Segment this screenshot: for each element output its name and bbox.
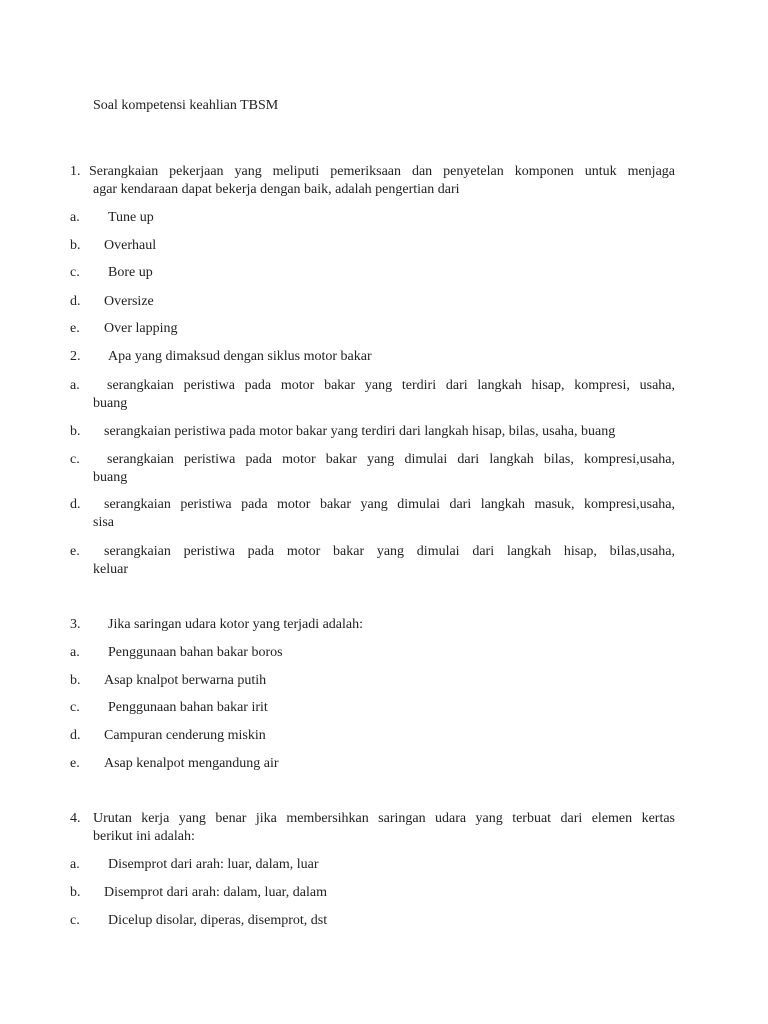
q2-option-b-marker: b. <box>70 424 81 439</box>
q1-option-a-text: Tune up <box>108 210 154 225</box>
q2-option-e-line2: keluar <box>93 562 128 577</box>
q1-option-d-marker: d. <box>70 294 81 309</box>
question-3-text: Jika saringan udara kotor yang terjadi adalah: <box>108 617 364 632</box>
q4-option-a-text: Disemprot dari arah: luar, dalam, luar <box>108 857 319 872</box>
question-2-text: Apa yang dimaksud dengan siklus motor bakar <box>108 349 372 364</box>
q3-option-a-marker: a. <box>70 645 80 660</box>
q2-option-a-line1: serangkaian peristiwa pada motor bakar yang terdiri dari langkah hisap, kompresi, usaha, <box>107 378 675 393</box>
q2-option-c-line1: serangkaian peristiwa pada motor bakar yang dimulai dari langkah bilas, kompresi,usaha, <box>107 452 675 467</box>
q2-option-d-line1: serangkaian peristiwa pada motor bakar yang dimulai dari langkah masuk, kompresi,usaha, <box>104 497 675 512</box>
q1-option-a-marker: a. <box>70 210 80 225</box>
question-4-number: 4. <box>70 811 81 826</box>
q1-option-b-text: Overhaul <box>104 238 157 253</box>
q1-option-e-marker: e. <box>70 321 80 336</box>
q3-option-b-marker: b. <box>70 673 81 688</box>
q3-option-e-text: Asap kenalpot mengandung air <box>104 756 279 771</box>
document-title: Soal kompetensi keahlian TBSM <box>93 98 279 113</box>
q4-option-b-marker: b. <box>70 885 81 900</box>
question-1-text-line1: Serangkaian pekerjaan yang meliputi pemeriksaan dan penyetelan komponen untuk menjaga <box>89 164 675 179</box>
q1-option-c-text: Bore up <box>108 265 153 280</box>
q2-option-e-marker: e. <box>70 544 80 559</box>
question-4-text-line2: berikut ini adalah: <box>93 829 195 844</box>
q3-option-d-marker: d. <box>70 728 81 743</box>
question-2-number: 2. <box>70 349 81 364</box>
q3-option-c-marker: c. <box>70 700 80 715</box>
q3-option-d-text: Campuran cenderung miskin <box>104 728 266 743</box>
q4-option-c-marker: c. <box>70 913 80 928</box>
q4-option-a-marker: a. <box>70 857 80 872</box>
question-1-text-line2: agar kendaraan dapat bekerja dengan baik, adalah pengertian dari <box>93 182 460 197</box>
q2-option-e-line1: serangkaian peristiwa pada motor bakar yang dimulai dari langkah hisap, bilas,usaha, <box>104 544 675 559</box>
question-3-number: 3. <box>70 617 81 632</box>
q2-option-b-line1: serangkaian peristiwa pada motor bakar yang terdiri dari langkah hisap, bilas, usaha, buang <box>104 424 616 439</box>
q4-option-c-text: Dicelup disolar, diperas, disemprot, dst <box>108 913 328 928</box>
q2-option-a-line2: buang <box>93 396 128 411</box>
q3-option-a-text: Penggunaan bahan bakar boros <box>108 645 283 660</box>
q1-option-b-marker: b. <box>70 238 81 253</box>
question-1-number: 1. <box>70 164 81 179</box>
q2-option-c-line2: buang <box>93 470 128 485</box>
q3-option-e-marker: e. <box>70 756 80 771</box>
q2-option-d-marker: d. <box>70 497 81 512</box>
q4-option-b-text: Disemprot dari arah: dalam, luar, dalam <box>104 885 327 900</box>
q3-option-b-text: Asap knalpot berwarna putih <box>104 673 267 688</box>
q2-option-d-line2: sisa <box>93 515 114 530</box>
q1-option-d-text: Oversize <box>104 294 154 309</box>
q1-option-c-marker: c. <box>70 265 80 280</box>
question-4-text-line1: Urutan kerja yang benar jika membersihkan saringan udara yang terbuat dari elemen kertas <box>93 811 675 826</box>
q2-option-c-marker: c. <box>70 452 80 467</box>
q2-option-a-marker: a. <box>70 378 80 393</box>
q1-option-e-text: Over lapping <box>104 321 178 336</box>
q3-option-c-text: Penggunaan bahan bakar irit <box>108 700 268 715</box>
